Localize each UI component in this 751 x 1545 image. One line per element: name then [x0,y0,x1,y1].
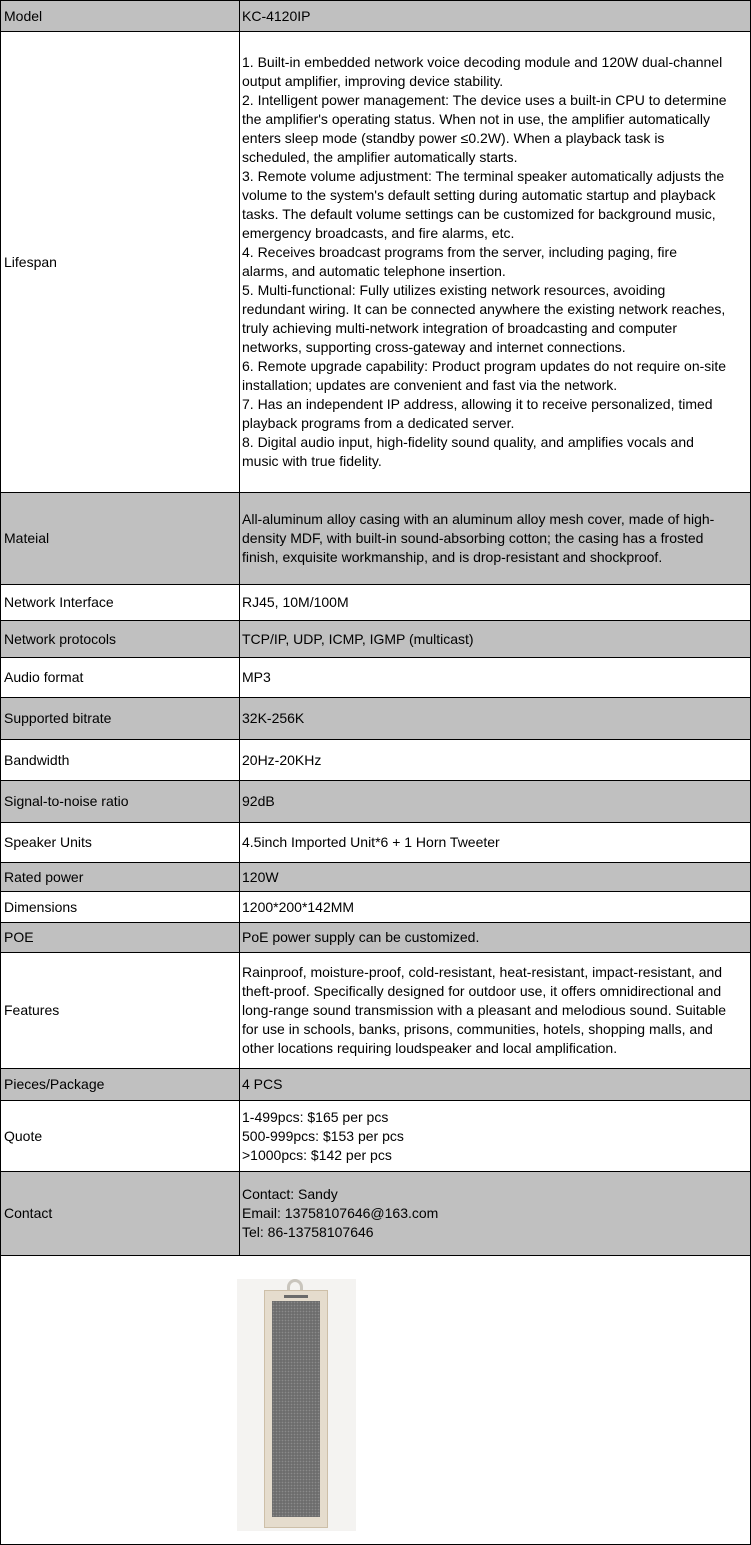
spec-label: Signal-to-noise ratio [1,781,240,822]
spec-value-line: scheduled, the amplifier automatically starts. [242,149,518,165]
spec-label: Network protocols [1,621,240,657]
spec-row [0,0,751,31]
spec-value-line: playback programs from a dedicated server. [242,415,515,431]
spec-label: Contact [1,1172,240,1255]
spec-row [0,492,751,584]
spec-value [240,32,750,492]
spec-value-line: enters sleep mode (standby power ≤0.2W). When a playback task is [242,130,665,146]
spec-value-line: emergency broadcasts, and fire alarms, etc. [242,225,515,241]
spec-row [0,822,751,862]
spec-value-line: 1-499pcs: $165 per pcs [242,1108,389,1125]
spec-row [0,657,751,697]
spec-value [240,1069,750,1100]
spec-value [240,1101,750,1171]
product-image-row [0,1255,751,1545]
spec-value-line: Email: 13758107646@163.com [242,1205,439,1221]
spec-value-line: the amplifier's operating status. When not in use, the amplifier automatically [242,111,711,127]
spec-row [0,891,751,922]
spec-value-line: output amplifier, improving device stability. [242,73,504,89]
spec-label: Pieces/Package [1,1069,240,1100]
spec-value-line: for use in schools, banks, prisons, communities, hotels, shopping malls, and [242,1021,713,1037]
spec-value-line: 32K-256K [242,710,305,726]
spec-value-line: density MDF, with built-in sound-absorbing cotton; the casing has a frosted [242,530,704,546]
spec-value [240,698,750,739]
spec-value-line: 4.5inch Imported Unit*6 + 1 Horn Tweeter [242,834,500,850]
speaker-column-image [237,1279,356,1531]
spec-value-line: long-range sound transmission with a pleasant and melodious sound. Suitable [242,1002,727,1018]
spec-value [240,781,750,822]
spec-value-line: volume to the system's default setting during automatic startup and playback [242,187,716,203]
spec-value-line: installation; updates are convenient and fast via the network. [242,377,618,393]
spec-label: Speaker Units [1,823,240,862]
spec-value-line: Tel: 86-13758107646 [242,1224,374,1240]
spec-value-line: 4. Receives broadcast programs from the server, including paging, fire [242,244,677,260]
spec-value-line: other locations requiring loudspeaker and local amplification. [242,1040,618,1056]
spec-value-line: MP3 [242,669,271,685]
spec-label: Quote [1,1101,240,1171]
spec-value [240,585,750,620]
spec-value [240,1172,750,1255]
spec-value-line: redundant wiring. It can be connected anywhere the existing network reaches, [242,301,726,317]
spec-row [0,1068,751,1100]
spec-value-line: 1. Built-in embedded network voice decoding module and 120W dual-channel [242,54,723,70]
spec-value [240,740,750,780]
spec-label: Model [1,1,240,31]
speaker-grille [272,1301,320,1517]
spec-value [240,923,750,952]
spec-value-line: 2. Intelligent power management: The device uses a built-in CPU to determine [242,92,727,108]
spec-row [0,1100,751,1171]
spec-value-line: finish, exquisite workmanship, and is drop-resistant and shockproof. [242,549,663,565]
spec-row [0,739,751,780]
spec-value-line: 7. Has an independent IP address, allowing it to receive personalized, timed [242,396,713,412]
spec-value-line: 20Hz-20KHz [242,751,322,768]
spec-row [0,1171,751,1255]
spec-row [0,620,751,657]
spec-label: Rated power [1,863,240,891]
spec-value [240,892,750,922]
spec-value-line: All-aluminum alloy casing with an aluminum alloy mesh cover, made of high- [242,511,715,527]
spec-value-line: >1000pcs: $142 per pcs [242,1146,392,1163]
spec-label: Bandwidth [1,740,240,780]
spec-label: Network Interface [1,585,240,620]
spec-value-line: 4 PCS [242,1076,283,1092]
spec-label: Features [1,953,240,1068]
spec-row [0,697,751,739]
spec-row [0,922,751,952]
spec-label: Lifespan [1,32,240,492]
spec-value-line: 5. Multi-functional: Fully utilizes existing network resources, avoiding [242,282,666,298]
spec-row [0,584,751,620]
spec-value-line: TCP/IP, UDP, ICMP, IGMP (multicast) [242,630,474,647]
spec-row [0,862,751,891]
spec-value [240,823,750,862]
spec-value-line: 120W [242,868,279,885]
spec-value-line: 6. Remote upgrade capability: Product program updates do not require on-site [242,358,727,374]
spec-value-line: RJ45, 10M/100M [242,594,349,610]
spec-value-line: 1200*200*142MM [242,898,355,915]
spec-value-line: networks, supporting cross-gateway and internet connections. [242,339,626,355]
spec-value [240,863,750,891]
spec-label: Supported bitrate [1,698,240,739]
spec-value-line: theft-proof. Specifically designed for outdoor use, it offers omnidirectional and [242,983,722,999]
spec-value-line: 8. Digital audio input, high-fidelity sound quality, and amplifies vocals and [242,434,694,450]
spec-value-line: music with true fidelity. [242,453,382,469]
spec-row [0,952,751,1068]
spec-row [0,31,751,492]
spec-value [240,621,750,657]
spec-value-line: 500-999pcs: $153 per pcs [242,1127,404,1144]
spec-value-line: PoE power supply can be customized. [242,929,480,945]
spec-label: Audio format [1,658,240,697]
speaker-frame [264,1290,328,1528]
spec-value-line: Contact: Sandy [242,1186,338,1202]
spec-label: Dimensions [1,892,240,922]
spec-value-line: tasks. The default volume settings can be customized for background music, [242,206,716,222]
spec-value-line: KC-4120IP [242,7,311,24]
spec-value [240,658,750,697]
spec-row [0,780,751,822]
spec-label: POE [1,923,240,952]
spec-value-line: Rainproof, moisture-proof, cold-resistant, heat-resistant, impact-resistant, and [242,964,723,980]
spec-value-line: alarms, and automatic telephone insertion. [242,263,506,279]
spec-value-line: 3. Remote volume adjustment: The terminal speaker automatically adjusts the [242,168,725,184]
spec-label: Mateial [1,493,240,584]
spec-value-line: 92dB [242,793,275,809]
spec-value [240,953,750,1068]
brand-badge [284,1295,308,1298]
spec-value [240,1,750,31]
spec-value [240,493,750,584]
spec-value-line: truly achieving multi-network integration of broadcasting and computer [242,320,678,336]
